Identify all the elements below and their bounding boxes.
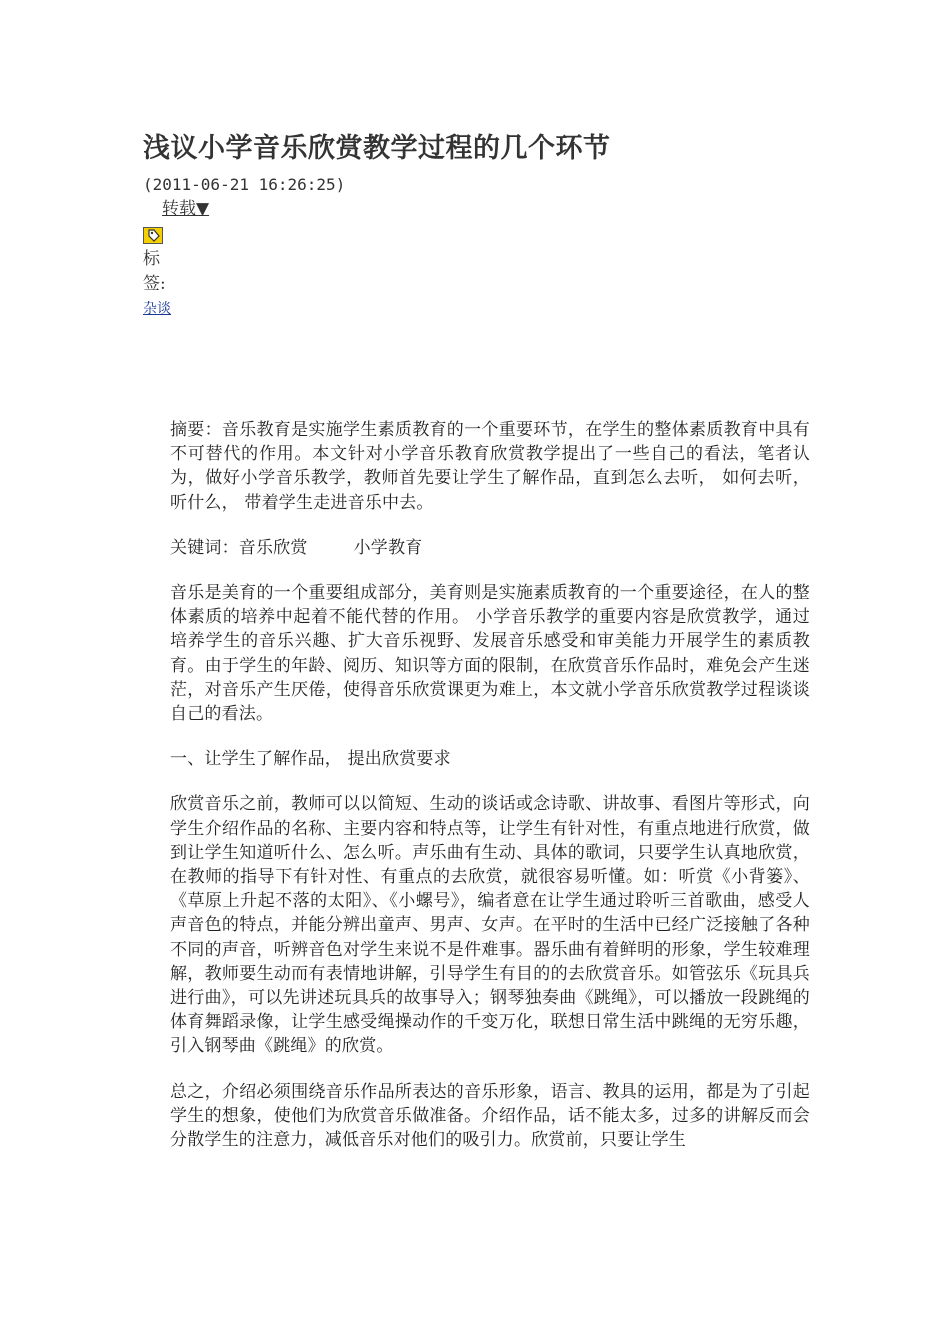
article-body [170,418,810,1173]
article-title: 浅议小学音乐欣赏教学过程的几个环节 [143,133,611,164]
keywords-line [170,536,810,560]
body-paragraph: 总之，介绍必须围绕音乐作品所表达的音乐形象，语言、教具的运用，都是为了引起学生的想象，使他们为欣赏音乐做准备。介绍作品，话不能太多，过多的讲解反而会分散学生的注意力，减低音乐对他们的吸引力。欣赏前，只要让学生 [170,1081,810,1151]
section-heading: 一、让学生了解作品， 提出欣赏要求 [170,749,451,770]
tag-link-zatan[interactable]: 杂谈 [143,301,171,317]
body-paragraph: 欣赏音乐之前，教师可以以简短、生动的谈话或念诗歌、讲故事、看图片等形式，向学生介绍作品的名称、主要内容和特点等，让学生有针对性，有重点地进行欣赏，做到让学生知道听什么、怎么听。声乐曲有生动、具体的歌词，只要学生认真地欣赏，在教师的指导下有针对性、有重点的去欣赏，就很容易听懂。如：听赏《小背篓》、《草原上升起不落的太阳》、《小螺号》，编者意在让学生通过聆听三首歌曲，感受人声音色的特点，并能分辨出童声、男声、女声。在平时的生活中已经广泛接触了各种不同的声音，听辨音色对学生来说不是件难事。器乐曲有着鲜明的形象，学生较难理解，教师要生动而有表情地讲解，引导学生有目的的去欣赏音乐。如管弦乐《玩具兵进行曲》，可以先讲述玩具兵的故事导入；钢琴独奏曲《跳绳》，可以播放一段跳绳的体育舞蹈录像，让学生感受绳操动作的千变万化，联想日常生活中跳绳的无穷乐趣，引入钢琴曲《跳绳》的欣赏。 [170,794,810,1057]
repost-dropdown[interactable]: 转载▼ [162,199,210,219]
article-header [143,128,843,318]
keywords-value: 小学教育 [353,537,423,558]
tag-icon [143,227,163,244]
intro-paragraph: 音乐是美育的一个重要组成部分，美育则是实施素质教育的一个重要途径，在人的整体素质的培养中起着不能代替的作用。 小学音乐教学的重要内容是欣赏教学，通过培养学生的音乐兴趣、扩大音乐视野、发展音乐感受和审美能力开展学生的素质教育。由于学生的年龄、阅历、知识等方面的限制，在欣赏音乐作品时，难免会产生迷茫，对音乐产生厌倦，使得音乐欣赏课更为难上，本文就小学音乐欣赏教学过程谈谈自己的看法。 [170,583,810,725]
publish-datetime: (2011-06-21 16:26:25) [143,175,346,194]
keywords-label: 关键词：音乐欣赏 [170,537,308,558]
abstract-paragraph: 摘要：音乐教育是实施学生素质教育的一个重要环节，在学生的整体素质教育中具有不可替代的作用。本文针对小学音乐教育欣赏教学提出了一些自己的看法，笔者认为，做好小学音乐教学，教师首先要让学生了解作品，直到怎么去听， 如何去听， 听什么， 带着学生走进音乐中去。 [170,420,810,513]
tag-label: 标签: [143,249,166,294]
